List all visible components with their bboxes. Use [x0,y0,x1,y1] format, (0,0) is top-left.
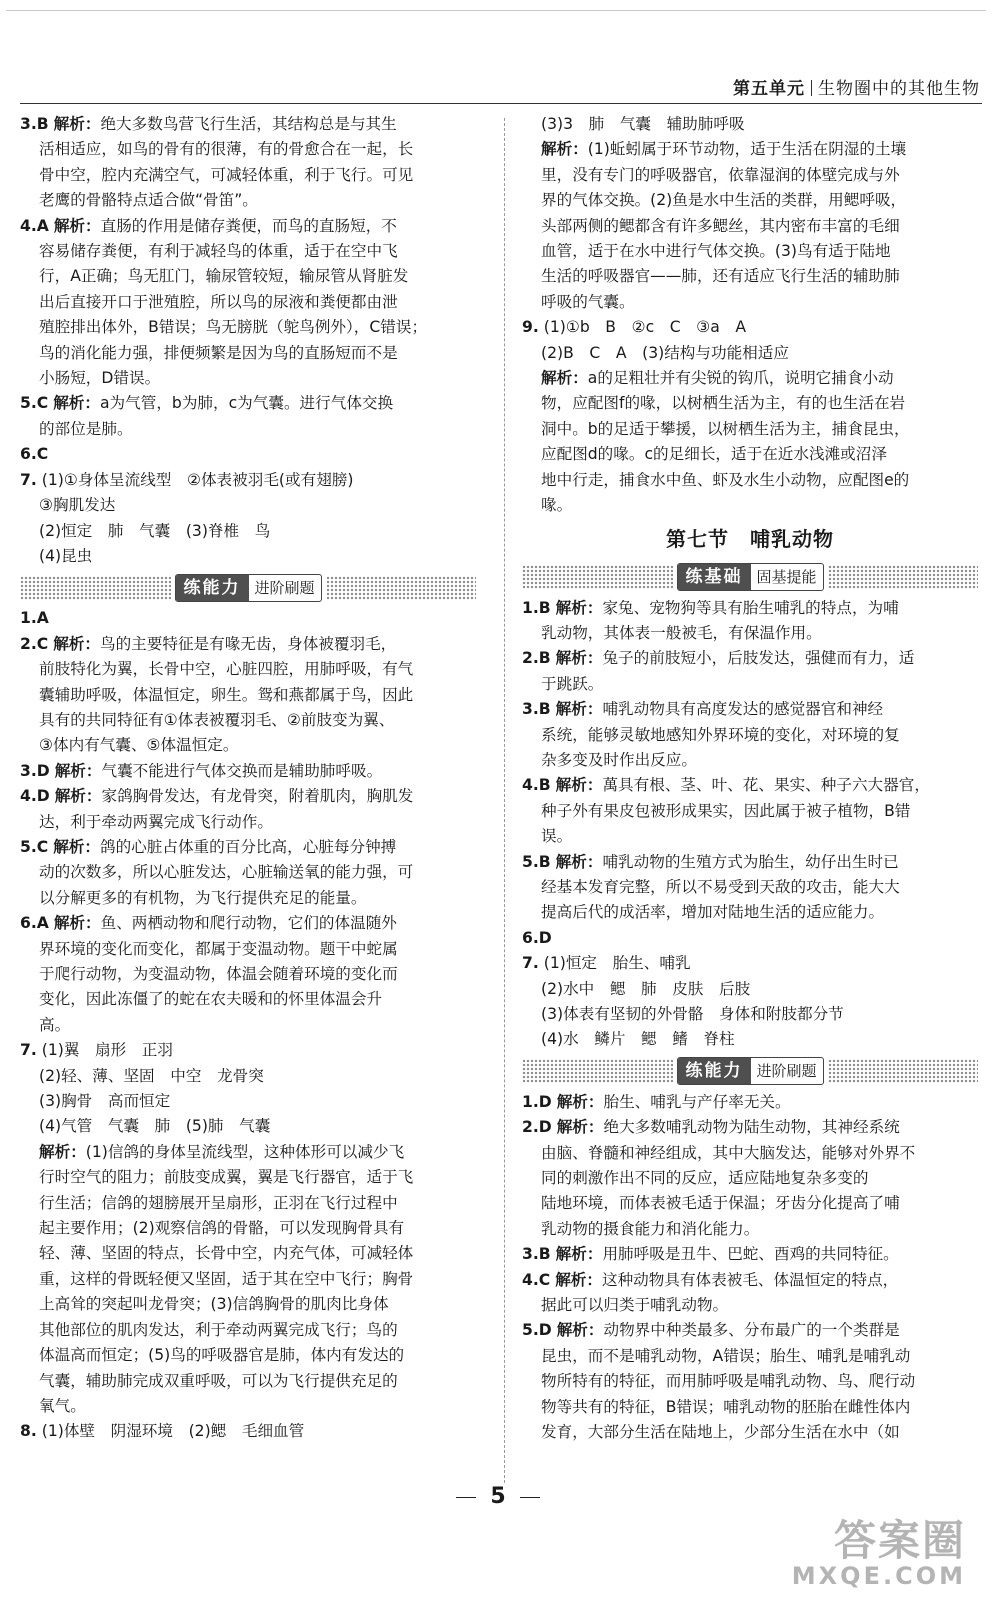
top-border [6,10,986,11]
answer-line [522,1191,978,1216]
answer-text: 行生活；信鸽的翅膀展开呈扇形，正羽在飞行过程中 [39,1193,398,1212]
answer-text: 起主要作用；(2)观察信鸽的骨骼，可以发现胸骨具有 [39,1219,405,1238]
question-number: 7. [20,470,37,489]
answer-line [522,112,978,137]
question-number: 6.A [20,914,49,933]
answer-line [522,1217,978,1242]
question-number: 9. [522,318,539,337]
answer-text: 里，没有专门的呼吸器官，依靠湿润的体壁完成与外 [541,165,900,184]
dotted-fill-left [20,576,171,600]
answer-line [522,1090,978,1115]
answer-line [522,1166,978,1191]
answer-line [20,784,476,809]
answer-text: 鸟的主要特征是有喙无齿，身体被覆羽毛， [99,634,397,653]
answer-line [20,835,476,860]
running-header [733,74,980,99]
answer-line [20,239,476,264]
banner-title: 练能力 [678,1058,751,1084]
banner-subtitle: 固基提能 [756,568,817,586]
answer-line [20,1419,476,1444]
answer-text: (4)水 鳞片 鳃 鳍 脊柱 [541,1030,735,1049]
answer-text: (2)B C A (3)结构与功能相适应 [541,343,789,362]
answer-text: 老鹰的骨骼特点适合做“骨笛”。 [39,191,258,210]
answer-text: 陆地环境，而体表被毛适于保温；牙齿分化提高了哺 [541,1194,900,1213]
answer-text: (4)昆虫 [39,546,93,565]
answer-text: (3)3 肺 气囊 辅助肺呼吸 [541,115,745,133]
analysis-label: 解析： [556,1118,604,1137]
banner-subtitle: 进阶刷题 [254,578,315,597]
answer-text: 于跳跃。 [541,674,604,693]
answer-line [20,810,476,835]
answer-text: (1)①b B ②c C ③a A [543,318,747,337]
answer-line [522,824,978,849]
answer-line [20,683,476,708]
banner-title: 练基础 [678,564,751,590]
answer-line [20,987,476,1012]
answer-line [20,1267,476,1292]
answer-line [522,596,978,621]
answer-text: 提高后代的成活率，增加对陆地生活的适应能力。 [541,903,885,922]
answer-line [522,646,978,671]
analysis-label: 解析： [53,115,101,133]
answer-text: (1)翼 扇形 正羽 [41,1041,173,1060]
question-number: 7. [20,1041,37,1060]
banner-tag [677,563,824,591]
answer-text: (2)恒定 肺 气囊 (3)脊椎 鸟 [39,521,271,540]
dotted-fill-left [522,565,673,589]
answer-line [20,493,476,518]
question-number: 1.B [522,598,551,617]
answer-line [20,606,476,631]
column-divider [504,118,505,1483]
answer-line [20,1013,476,1038]
analysis-label: 解析： [556,1092,604,1111]
analysis-label: 解析： [53,394,100,413]
answer-text: a的足粗壮并有尖锐的钩爪，说明它捕食小动 [587,369,894,388]
right-column [522,112,978,1446]
answer-line [20,1089,476,1114]
answer-line [20,1191,476,1216]
answer-line [20,391,476,416]
analysis-label: 解析： [555,598,603,617]
answer-text: 同的刺激作出不同的反应，适应陆地复杂多变的 [541,1169,869,1188]
answer-line [522,621,978,646]
answer-line [522,1293,978,1318]
answer-line [522,1318,978,1343]
answer-line [522,315,978,340]
answer-text: 哺乳动物的生殖方式为胎生，幼仔出生时已 [602,852,899,871]
answer-text: (2)水中 鳃 肺 皮肤 后肢 [541,979,751,998]
answer-text: 直肠的作用是储存粪便，而鸟的直肠短，不 [100,216,397,235]
answer-line [20,366,476,391]
practice-banner [20,569,476,606]
answer-text: 前肢特化为翼，长骨中空，心脏四腔，用肺呼吸，有气 [39,660,414,679]
answer-line [522,468,978,493]
answer-text: 用肺呼吸是丑牛、巴蛇、酉鸡的共同特征。 [602,1245,899,1264]
answer-line [20,1369,476,1394]
answer-text: 昆虫，而不是哺乳动物，A错误；胎生、哺乳是哺乳动 [541,1346,911,1365]
answer-text: 小肠短，D错误。 [39,369,161,388]
answer-text: 生活的呼吸器官——肺，还有适应飞行生活的辅助肺 [541,267,900,286]
answer-text: (1)体壁 阴湿环境 (2)鳃 毛细血管 [41,1422,305,1441]
answer-text: 杂多变及时作出反应。 [541,750,697,769]
answer-line [20,544,476,569]
answer-line [522,341,978,366]
answer-text: 发育，大部分生活在陆地上，少部分生活在水中（如 [541,1423,900,1442]
answer-text: (1)蚯蚓属于环节动物，适于生活在阴湿的土壤 [587,140,907,159]
answer-line [20,214,476,239]
answer-line [20,708,476,733]
answer-line [20,468,476,493]
answer-text: 活相适应，如鸟的骨有的很薄，有的骨愈合在一起，长 [39,140,414,159]
answer-text: 据此可以归类于哺乳动物。 [541,1296,729,1315]
answer-text: (4)气管 气囊 肺 (5)肺 气囊 [39,1117,271,1136]
answer-line [522,188,978,213]
answer-line [522,366,978,391]
practice-banner [522,559,978,596]
answer-line [522,137,978,162]
answer-line [20,1394,476,1419]
answer-text: 绝大多数鸟营飞行生活，其结构总是与其生 [100,115,397,133]
answer-text: 气囊，辅助肺完成双重呼吸，可以为飞行提供充足的 [39,1371,398,1390]
analysis-label: 解析： [541,140,588,159]
unit-label: 第五单元 [733,79,805,99]
answer-text: 气囊不能进行气体交换而是辅助肺呼吸。 [101,761,383,780]
answer-line [20,657,476,682]
analysis-label: 解析： [556,1321,604,1340]
answer-line [522,1369,978,1394]
answer-text: ③体内有气囊、⑤体温恒定。 [39,736,239,755]
answer-line [20,1114,476,1139]
answer-line [522,1002,978,1027]
answer-text: (1)恒定 胎生、哺乳 [543,954,691,973]
question-number: 2.B [522,649,551,668]
answer-text: 喙。 [541,496,573,515]
answer-line [20,937,476,962]
answer-line [522,850,978,875]
answer-text: (1)信鸽的身体呈流线型，这种体形可以减少飞 [85,1142,405,1161]
answer-line [522,1242,978,1267]
header-rule [20,103,982,104]
answer-text: 地中行走，捕食水中鱼、虾及水生小动物，应配图e的 [541,470,910,489]
answer-text: 应配图d的喙。c的足细长，适于在近水浅滩或沼泽 [541,445,887,464]
answer-line [20,1140,476,1165]
question-number: 7. [522,954,539,973]
answer-text: 界环境的变化而变化，都属于变温动物。题干中蛇属 [39,939,398,958]
answer-line [522,977,978,1002]
answer-text: (1)①身体呈流线型 ②体表被羽毛(或有翅膀) [41,470,354,489]
answer-line [20,1038,476,1063]
answer-line [522,239,978,264]
answer-text: 种子外有果皮包被形成果实，因此属于被子植物，B错 [541,801,911,820]
answer-line [522,748,978,773]
answer-line [20,188,476,213]
section-title: 第七节 哺乳动物 [666,526,834,551]
answer-text: 物所特有的特征，而用肺呼吸是哺乳动物、鸟、爬行动 [541,1372,916,1391]
question-number: 1.D [522,1092,552,1111]
analysis-label: 解析： [555,649,603,668]
answer-text: 乳动物的摄食能力和消化能力。 [541,1219,760,1238]
analysis-label: 解析： [53,914,101,933]
question-number: 6.C [20,445,49,464]
answer-line [522,672,978,697]
answer-line [20,860,476,885]
header-separator [811,80,812,96]
answer-text: 界的气体交换。(2)鱼是水中生活的类群，用鳃呼吸， [541,191,907,210]
analysis-label: 解析： [555,1245,603,1264]
answer-text: 上高耸的突起叫龙骨突；(3)信鸽胸骨的肌肉比身体 [39,1295,389,1314]
analysis-label: 解析： [555,1270,602,1289]
answer-text: 其他部位的肌肉发达，利于牵动两翼完成飞行；鸟的 [39,1320,398,1339]
answer-text: (2)轻、薄、坚固 中空 龙骨突 [39,1066,264,1085]
question-number: 8. [20,1422,37,1441]
answer-text: 动物界中种类最多、分布最广的一个类群是 [603,1321,900,1340]
answer-text: 误。 [541,827,573,846]
answer-line [522,773,978,798]
answer-line [522,493,978,518]
answer-text: 的部位是肺。 [39,419,133,438]
answer-line [522,391,978,416]
answer-line [20,1343,476,1368]
question-number: 4.D [20,787,50,806]
answer-text: 物等共有的特征，B错误；哺乳动物的胚胎在雌性体内 [541,1397,911,1416]
analysis-label: 解析： [53,634,100,653]
answer-line [522,1027,978,1052]
answer-text: 鱼、两栖动物和爬行动物，它们的体温随外 [100,914,397,933]
answer-text: 行，A正确；鸟无肛门，输尿管较短，输尿管从肾脏发 [39,267,409,286]
answer-text: 变化，因此冻僵了的蛇在农夫暖和的怀里体温会升 [39,990,383,1009]
answer-text: 囊辅助呼吸，体温恒定，卵生。鸳和燕都属于鸟，因此 [39,685,414,704]
answer-text: (3)胸骨 高而恒定 [39,1092,171,1111]
answer-line [522,951,978,976]
watermark-logo: 答案圈 [833,1516,966,1565]
question-number: 4.A [20,216,49,235]
analysis-label: 解析： [541,369,588,388]
answer-text: 这种动物具有体表被毛、体温恒定的特点， [601,1270,899,1289]
analysis-label: 解析： [54,787,102,806]
answer-text: 由脑、脊髓和神经组成，其中大脑发达，能够对外界不 [541,1143,916,1162]
answer-text: 物，应配图f的喙，以树栖生活为主，有的也生活在岩 [541,394,906,413]
answer-line [20,341,476,366]
answer-line [522,1115,978,1140]
banner-title: 练能力 [176,575,249,601]
answer-line [20,290,476,315]
watermark-url: MXQE.COM [791,1562,966,1590]
answer-text: 系统，能够灵敏地感知外界环境的变化，对环境的复 [541,725,900,744]
question-number: 4.B [522,776,551,795]
answer-line [522,1420,978,1445]
answer-text: 哺乳动物具有高度发达的感觉器官和神经 [602,700,884,719]
banner-tag [677,1057,824,1085]
answer-text: 胎生、哺乳与产仔率无关。 [603,1092,791,1111]
answer-line [522,875,978,900]
answer-text: 洞中。b的足适于攀援，以树栖生活为主，捕食昆虫， [541,419,910,438]
answer-line [522,417,978,442]
answer-line [20,886,476,911]
answer-line [20,264,476,289]
page-number-text: 5 [490,1484,506,1509]
answer-text: 家鸽胸骨发达，有龙骨突，附着肌肉，胸肌发 [101,787,414,806]
answer-line [20,442,476,467]
answer-text: 兔子的前肢短小，后肢发达，强健而有力，适 [602,649,915,668]
answer-line [20,1064,476,1089]
analysis-label: 解析： [555,776,603,795]
answer-text: 动的次数多，所以心脏发达，心脏输送氧的能力强，可 [39,863,414,882]
answer-line [522,163,978,188]
question-number: 5.D [522,1321,552,1340]
question-number: 4.C [522,1270,551,1289]
answer-text: 呼吸的气囊。 [541,292,635,311]
answer-line [20,1292,476,1317]
answer-text: 萬具有根、茎、叶、花、果实、种子六大器官， [602,776,930,795]
answer-line [20,962,476,987]
answer-line [522,723,978,748]
question-number: 5.B [522,852,551,871]
answer-line [522,1344,978,1369]
answer-line [20,315,476,340]
question-number: 5.C [20,394,49,413]
answer-line [20,1216,476,1241]
question-number: 3.B [522,1245,551,1264]
question-number: 3.B [20,115,49,133]
answer-line [522,926,978,951]
analysis-label: 解析： [54,761,102,780]
answer-text: 家兔、宠物狗等具有胎生哺乳的特点，为哺 [602,598,899,617]
answer-line [20,759,476,784]
answer-line [522,290,978,315]
answer-text: 殖腔排出体外，B错误；鸟无膀胱（鸵鸟例外），C错误； [39,318,428,337]
answer-line [20,112,476,137]
answer-line [20,1241,476,1266]
answer-line [20,911,476,936]
answer-text: 具有的共同特征有①体表被覆羽毛、②前肢变为翼、 [39,710,395,729]
dash-left [456,1497,476,1498]
answer-text: 经基本发育完整，所以不易受到天敌的攻击，能大大 [541,877,900,896]
answer-text: 容易储存粪便，有利于减轻鸟的体重，适于在空中飞 [39,242,398,261]
answer-text: a为气管，b为肺，c为气囊。进行气体交换 [99,394,394,413]
answer-text: 头部两侧的鳃都含有许多鳃丝，其内密布丰富的毛细 [541,216,900,235]
answer-text: 行时空气的阻力；前肢变成翼，翼是飞行器官，适于飞 [39,1168,414,1187]
analysis-label: 解析： [39,1142,86,1161]
answer-line [20,733,476,758]
practice-banner [522,1053,978,1090]
unit-title: 生物圈中的其他生物 [818,79,980,99]
dotted-fill-right [828,1059,979,1083]
answer-text: 高。 [39,1015,71,1034]
answer-text: 骨中空，腔内充满空气，可减轻体重，利于飞行。可见 [39,165,414,184]
answer-line [522,1141,978,1166]
answer-text: 鸽的心脏占体重的百分比高，心脏每分钟搏 [99,837,397,856]
answer-text: ③胸肌发达 [39,496,116,515]
answer-text: 达，利于牵动两翼完成飞行动作。 [39,812,273,831]
dotted-fill-left [522,1059,673,1083]
page-number [0,1484,996,1509]
question-number: 2.D [522,1118,552,1137]
answer-line [20,417,476,442]
answer-line [20,1318,476,1343]
answer-line [20,519,476,544]
analysis-label: 解析： [555,852,603,871]
analysis-label: 解析： [53,837,100,856]
answer-text: 绝大多数哺乳动物为陆生动物，其神经系统 [603,1118,900,1137]
answer-line [20,1165,476,1190]
question-number: 2.C [20,634,49,653]
answer-text: (3)体表有坚韧的外骨骼 身体和附肢都分节 [541,1005,844,1023]
answer-text: 以分解更多的有机物，为飞行提供充足的能量。 [39,888,367,907]
answer-line [20,632,476,657]
answer-text: 氧气。 [39,1396,86,1415]
answer-line [522,697,978,722]
answer-text: 重，这样的骨既轻便又坚固，适于其在空中飞行；胸骨 [39,1269,414,1288]
answer-line [522,214,978,239]
answer-line [522,1395,978,1420]
question-number: 1.A [20,609,49,628]
answer-line [522,442,978,467]
banner-tag [175,574,322,602]
banner-subtitle: 进阶刷题 [756,1062,817,1081]
answer-line [522,1268,978,1293]
question-number: 6.D [522,928,552,947]
question-number: 5.C [20,837,49,856]
dotted-fill-right [326,576,477,600]
answer-text: 鸟的消化能力强，排便频繁是因为鸟的直肠短而不是 [39,343,398,362]
answer-text: 出后直接开口于泄殖腔，所以鸟的尿液和粪便都由泄 [39,292,398,311]
answer-text: 于爬行动物，为变温动物，体温会随着环境的变化而 [39,965,398,983]
dash-right [520,1497,540,1498]
answer-text: 血管，适于在水中进行气体交换。(3)鸟有适于陆地 [541,242,891,261]
analysis-label: 解析： [555,700,603,719]
answer-line [20,137,476,162]
question-number: 3.D [20,761,50,780]
question-number: 3.B [522,700,551,719]
answer-text: 乳动物，其体表一般被毛，有保温作用。 [541,623,822,642]
analysis-label: 解析： [53,216,101,235]
answer-text: 体温高而恒定；(5)鸟的呼吸器官是肺，体内有发达的 [39,1346,405,1365]
answer-line [20,163,476,188]
dotted-fill-right [828,565,979,589]
answer-line [522,900,978,925]
answer-text: 轻、薄、坚固的特点，长骨中空，内充气体，可减轻体 [39,1244,414,1263]
answer-line [522,264,978,289]
answer-line [522,799,978,824]
left-column [20,112,476,1445]
